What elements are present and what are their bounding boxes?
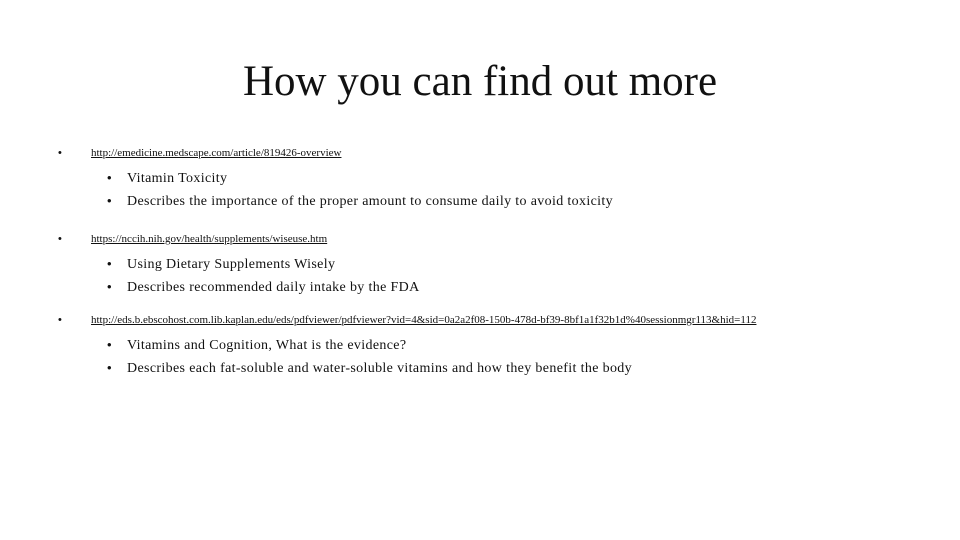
bullet-icon: • [58, 314, 62, 326]
resource-link[interactable]: http://emedicine.medscape.com/article/819426-overview [91, 147, 342, 159]
bullet-icon: • [58, 233, 62, 245]
resource-sub-list [58, 167, 938, 213]
bullet-icon: • [107, 256, 112, 271]
resource-item [58, 312, 938, 380]
bullet-icon: • [58, 147, 62, 159]
sub-item-text: Vitamins and Cognition, What is the evidence? [127, 338, 407, 353]
sub-list-item [107, 334, 938, 357]
bullet-icon: • [107, 337, 112, 352]
sub-item-text: Describes each fat-soluble and water-soluble vitamins and how they benefit the body [127, 361, 633, 376]
resource-link[interactable]: http://eds.b.ebscohost.com.lib.kaplan.edu/eds/pdfviewer/pdfviewer?vid=4&sid=0a2a2f08-150b-478d-bf39-8bf1a1f32b1d%40sessionmgr113&hid=112 [91, 314, 757, 326]
sub-item-text: Describes recommended daily intake by the FDA [127, 280, 420, 295]
resource-link-row [58, 312, 938, 330]
bullet-icon: • [107, 360, 112, 375]
bullet-icon: • [107, 170, 112, 185]
sub-item-text: Describes the importance of the proper amount to consume daily to avoid toxicity [127, 194, 613, 209]
sub-list-item [107, 167, 938, 190]
bullet-icon: • [107, 193, 112, 208]
slide-title: How you can find out more [242, 58, 718, 105]
sub-list-item [107, 357, 938, 380]
sub-list-item [107, 190, 938, 213]
bullet-icon: • [107, 279, 112, 294]
resource-sub-list [58, 334, 938, 380]
resource-item [58, 145, 938, 213]
resource-link-row [58, 145, 938, 163]
resource-link-row [58, 231, 938, 249]
sub-list-item [107, 253, 938, 276]
sub-item-text: Vitamin Toxicity [127, 171, 228, 186]
resource-item [58, 231, 938, 299]
resource-link[interactable]: https://nccih.nih.gov/health/supplements/wiseuse.htm [91, 233, 328, 245]
sub-list-item [107, 276, 938, 299]
sub-item-text: Using Dietary Supplements Wisely [127, 257, 336, 272]
resource-sub-list [58, 253, 938, 299]
